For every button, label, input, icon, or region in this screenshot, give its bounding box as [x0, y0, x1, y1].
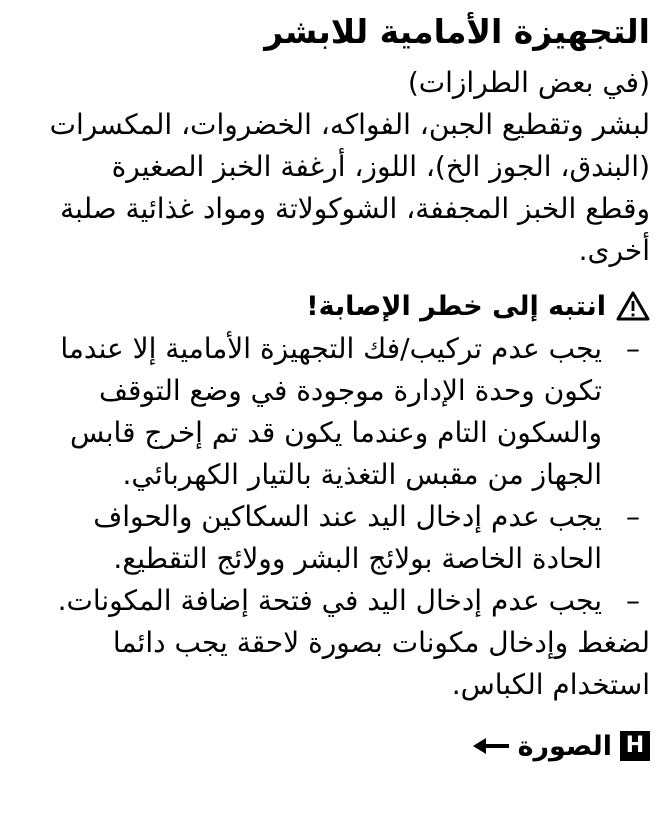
intro-paragraph	[14, 62, 650, 272]
note-paragraph	[14, 622, 650, 706]
page-title: التجهيزة الأمامية للابشر	[264, 12, 650, 51]
list-item-line: الحادة الخاصة بولائج البشر وولائج التقطيع.	[113, 542, 602, 575]
arrow-left-icon	[472, 736, 510, 756]
intro-line: أخرى.	[578, 234, 650, 267]
figure-letter-badge: H	[620, 731, 650, 761]
figure-reference	[14, 724, 650, 768]
list-item-line: يجب عدم إدخال اليد عند السكاكين والحواف	[93, 500, 602, 533]
list-item-text	[60, 328, 616, 496]
list-item	[14, 580, 650, 622]
list-dash: –	[626, 584, 640, 617]
note-line: استخدام الكباس.	[451, 668, 650, 701]
warning-list	[14, 328, 650, 622]
warning-heading	[14, 284, 650, 328]
warning-heading-text: انتبه إلى خطر الإصابة!	[306, 290, 606, 322]
list-item-line: يجب عدم إدخال اليد في فتحة إضافة المكونات.	[57, 584, 602, 617]
list-item-line: والسكون التام وعندما يكون قد تم إخرج قابس	[70, 416, 602, 449]
list-item-line: يجب عدم تركيب/فك التجهيزة الأمامية إلا عندما	[60, 332, 602, 365]
list-item-text	[58, 580, 616, 622]
intro-line: لبشر وتقطيع الجبن، الفواكه، الخضروات، المكسرات	[49, 108, 650, 141]
list-item-line: الجهاز من مقبس التغذية بالتيار الكهربائي.	[122, 458, 602, 491]
intro-line: (في بعض الطرازات)	[407, 66, 650, 99]
intro-line: (البندق، الجوز الخ)، اللوز، أرغفة الخبز الصغيرة	[111, 150, 650, 183]
list-item	[14, 328, 650, 496]
list-dash: –	[626, 332, 640, 365]
list-item	[14, 496, 650, 580]
list-item-text	[93, 496, 616, 580]
figure-label: الصورة	[517, 730, 612, 762]
list-item-line: تكون وحدة الإدارة موجودة في وضع التوقف	[99, 374, 602, 407]
warning-triangle-icon	[616, 291, 650, 321]
note-line: لضغط وإدخال مكونات بصورة لاحقة يجب دائما	[112, 626, 650, 659]
list-dash: –	[626, 500, 640, 533]
intro-line: وقطع الخبز المجففة، الشوكولاتة ومواد غذائية صلبة	[60, 192, 650, 225]
